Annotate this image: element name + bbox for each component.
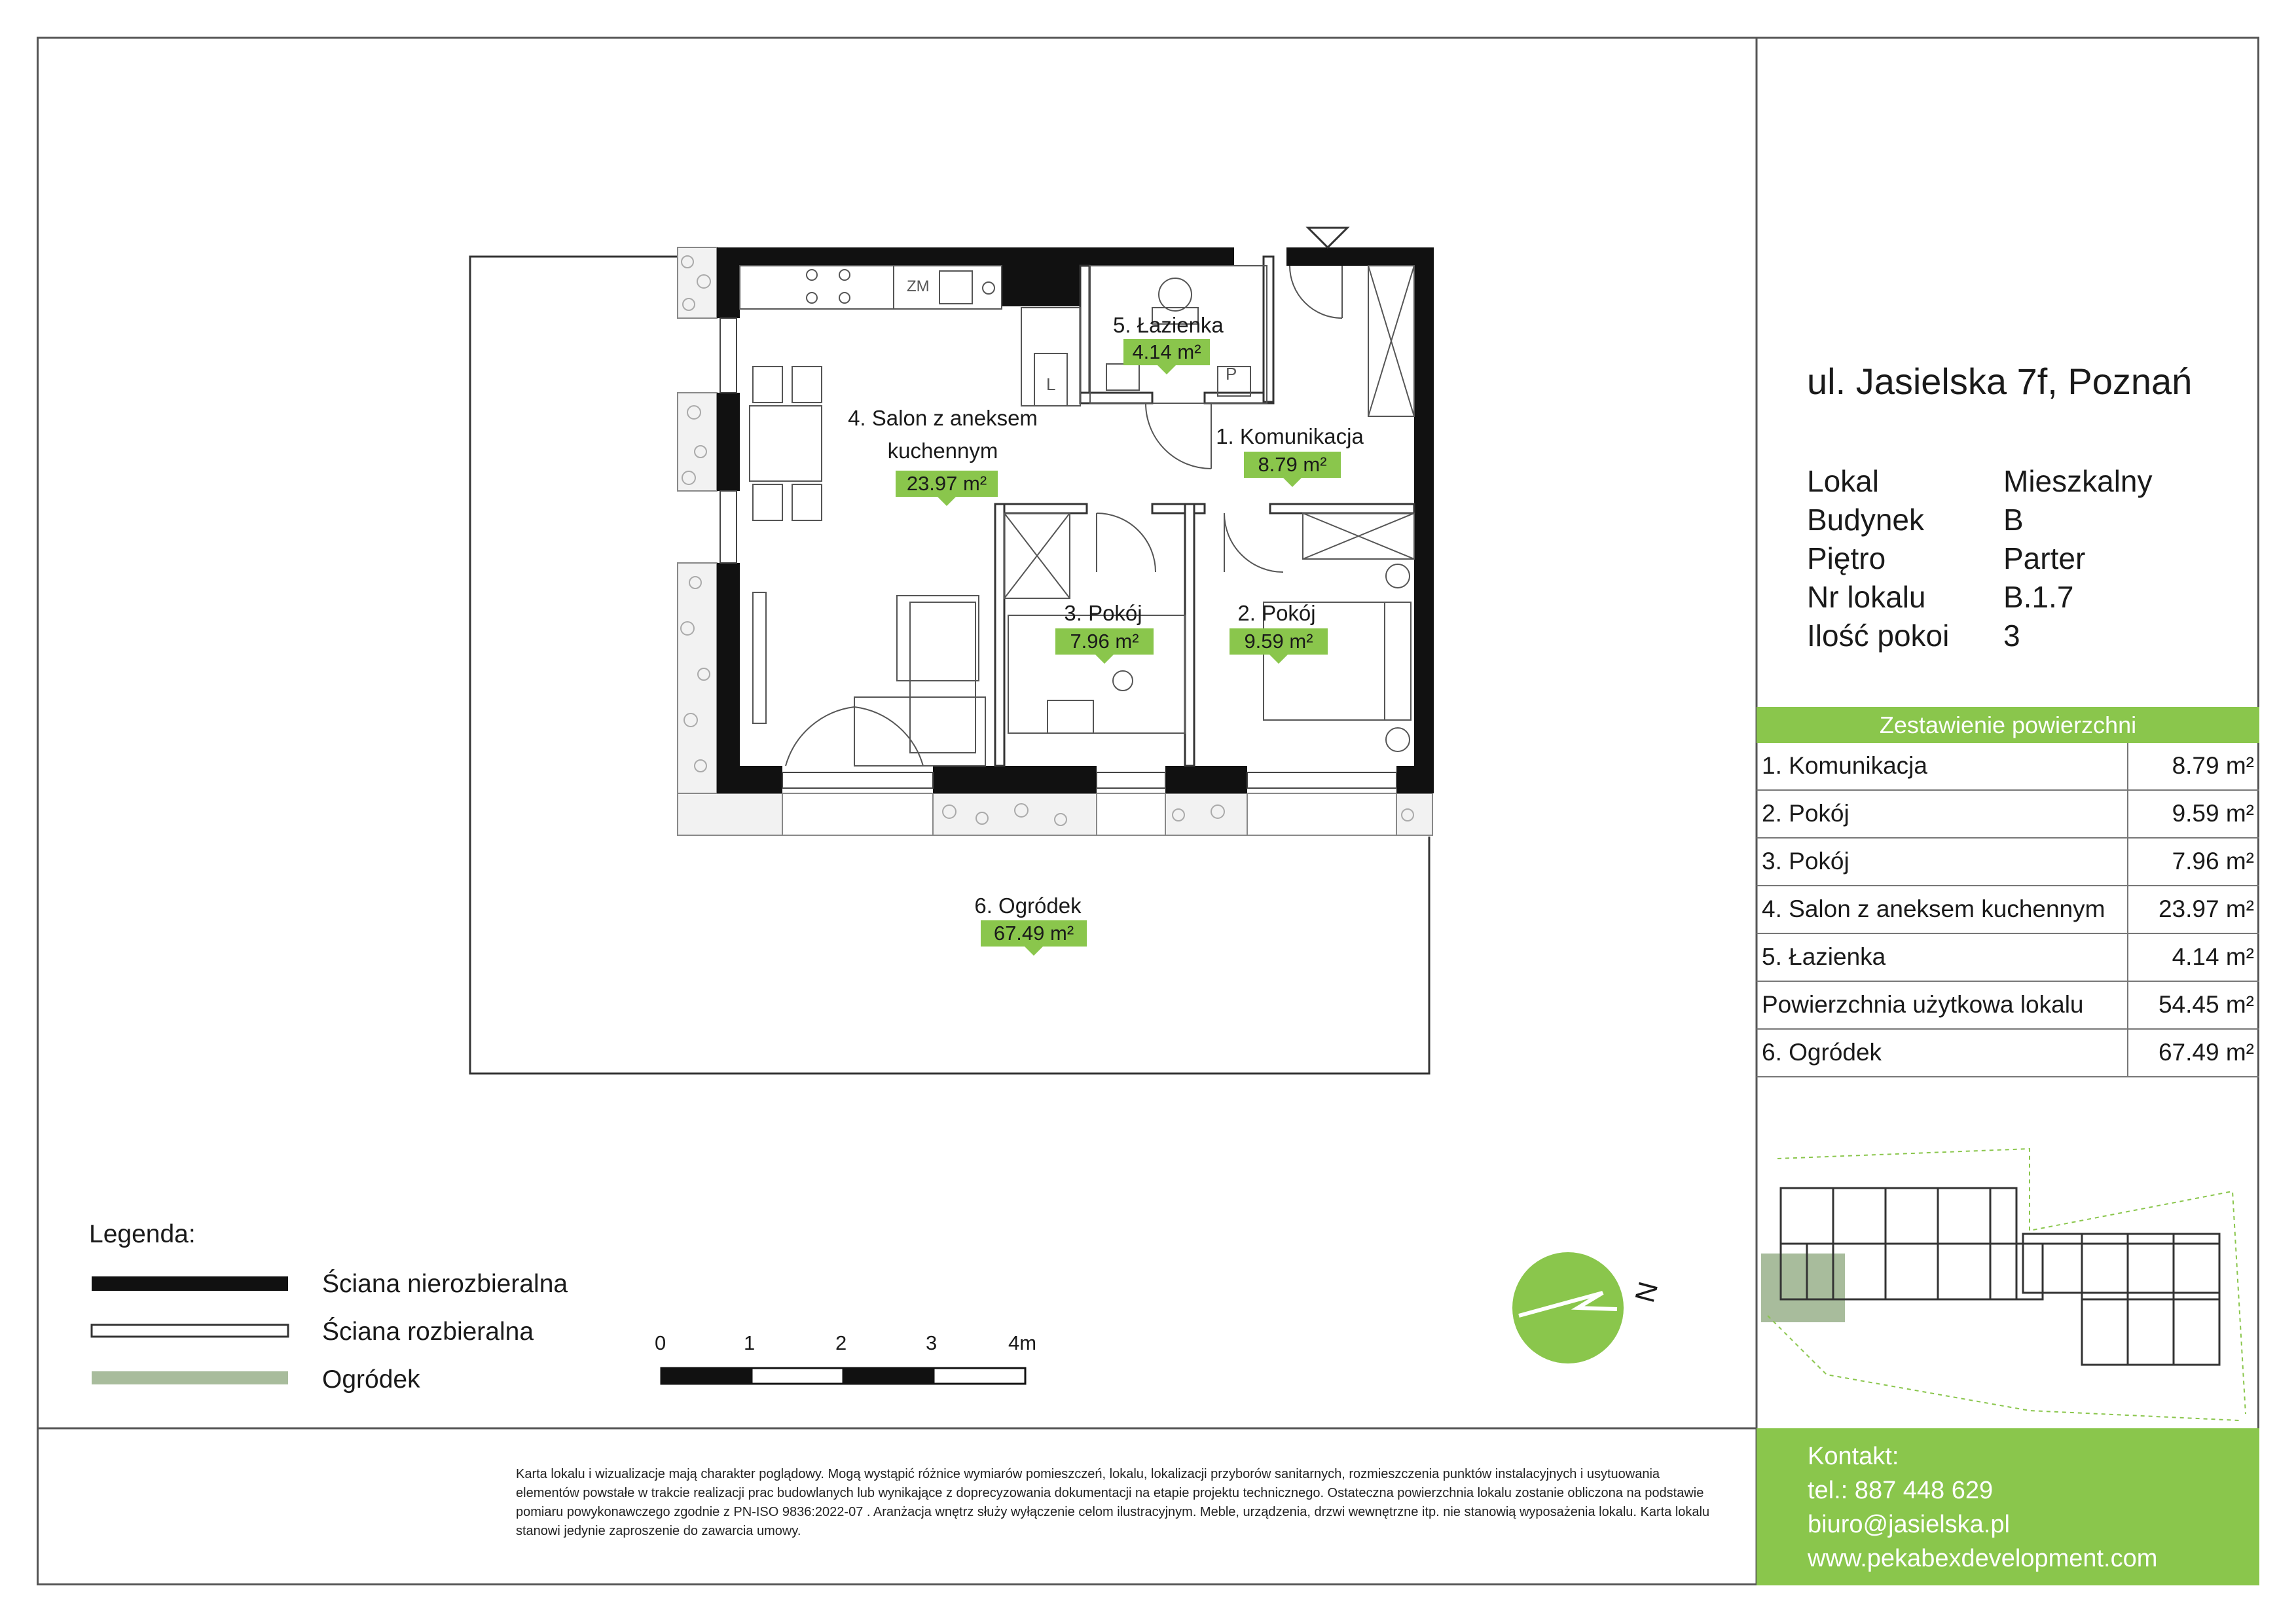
summary-row [1757, 839, 2259, 886]
scale-bar [661, 1368, 1025, 1384]
summary-row [1757, 934, 2259, 982]
legend-swatch-partition [92, 1325, 288, 1337]
site-key-map [1761, 1188, 2219, 1365]
room-name-bathroom: 5. Łazienka [1113, 313, 1224, 337]
address: ul. Jasielska 7f, Poznań [1807, 361, 2193, 402]
info-value: 3 [2003, 619, 2020, 653]
dining-table [750, 367, 822, 520]
info-value: B.1.7 [2003, 580, 2074, 614]
room-name-living-1: 4. Salon z aneksem [848, 406, 1038, 430]
summary-row [1757, 743, 2259, 791]
room-name-hall: 1. Komunikacja [1216, 424, 1364, 448]
legend-item: Ściana rozbieralna [322, 1318, 534, 1346]
info-key: Ilość pokoi [1807, 619, 1950, 653]
summary-row-value: 54.45 m² [2158, 991, 2254, 1018]
summary-row-value: 67.49 m² [2158, 1039, 2254, 1066]
summary-row [1757, 982, 2259, 1030]
summary-row-value: 8.79 m² [2172, 752, 2254, 779]
room-area-room2: 9.59 m² [1230, 628, 1328, 655]
contact-email[interactable]: biuro@jasielska.pl [1808, 1511, 2010, 1538]
compass-north-label: N [1629, 1278, 1664, 1306]
summary-row-name: Powierzchnia użytkowa lokalu [1762, 991, 2084, 1018]
summary-row-name: 1. Komunikacja [1762, 752, 1927, 779]
washer-symbol: P [1226, 364, 1237, 384]
contact-panel [1757, 1428, 2259, 1585]
room-name-room3: 3. Pokój [1064, 601, 1142, 625]
summary-row-value: 4.14 m² [2172, 943, 2254, 970]
contact-phone[interactable]: tel.: 887 448 629 [1808, 1477, 1994, 1504]
structural-walls [717, 247, 1434, 793]
summary-row-name: 6. Ogródek [1762, 1039, 1882, 1066]
info-value: B [2003, 503, 2024, 537]
scale-tick: 0 [655, 1331, 666, 1354]
room-name-living-2: kuchennym [887, 439, 998, 463]
summary-row [1757, 1030, 2259, 1077]
stone-cladding [678, 247, 1432, 835]
summary-title: Zestawienie powierzchni [1757, 707, 2259, 743]
summary-row-name: 2. Pokój [1762, 800, 1850, 827]
summary-row-name: 4. Salon z aneksem kuchennym [1762, 895, 2105, 922]
contact-label: Kontakt: [1808, 1443, 1899, 1470]
scale-tick: 4m [1008, 1331, 1037, 1354]
entrance-marker [1308, 228, 1347, 247]
summary-row-value: 9.59 m² [2172, 800, 2254, 827]
garden-outline [470, 257, 1429, 1074]
room-name-garden: 6. Ogródek [974, 893, 1082, 918]
summary-row-value: 23.97 m² [2158, 895, 2254, 922]
info-key: Nr lokalu [1807, 580, 1926, 614]
scale-tick: 2 [835, 1331, 847, 1354]
scale-tick: 1 [744, 1331, 756, 1354]
summary-row-value: 7.96 m² [2172, 848, 2254, 875]
summary-row [1757, 791, 2259, 839]
stone-texture [681, 256, 1413, 825]
wardrobe-symbol: L [1046, 374, 1056, 394]
room-area-bathroom: 4.14 m² [1123, 339, 1210, 365]
info-key: Lokal [1807, 464, 1879, 498]
disclaimer: Karta lokalu i wizualizacje mają charakter poglądowy. Mogą wystąpić różnice wymiarów pomieszczeń, lokalu, lokalizacji przyborów sanitarnych, rozmieszczenia punktów instalacyjnych i usytuowania elementów powstałe w trakcie realizacji prac budowlanych lub wynikające z doprecyzowania dokumentacji na etapie projektu technicznego. Ostateczna powierzchnia lokalu zostanie obliczona na podstawie pomiaru powykonawczego zgodnie z PN-ISO 9836:2022-07 . Aranżacja wnętrz służy wyłączenie celom ilustracyjnym. Meble, urządzenia, drzwi wewnętrzne itp. nie stanowią wyposażenia lokalu. Karta lokalu stanowi jedynie zaproszenie do zawarcia umowy. [516, 1467, 1710, 1538]
room-area-hall: 8.79 m² [1244, 452, 1341, 478]
summary-row [1757, 886, 2259, 934]
fridge-symbol: ZM [907, 278, 930, 295]
room-area-living: 23.97 m² [896, 471, 998, 497]
info-key: Piętro [1807, 541, 1886, 575]
legend-item: Ściana nierozbieralna [322, 1270, 568, 1298]
info-key: Budynek [1807, 503, 1925, 537]
scale-tick: 3 [926, 1331, 938, 1354]
room-area-room3: 7.96 m² [1055, 628, 1154, 655]
legend-title: Legenda: [89, 1220, 196, 1248]
summary-row-name: 3. Pokój [1762, 848, 1850, 875]
compass-icon [1512, 1252, 1624, 1363]
room-name-room2: 2. Pokój [1237, 601, 1316, 625]
doors [1097, 266, 1342, 572]
contact-website[interactable]: www.pekabexdevelopment.com [1808, 1545, 2158, 1572]
sofa [753, 592, 985, 766]
info-value: Parter [2003, 541, 2086, 575]
room-area-garden: 67.49 m² [981, 920, 1087, 947]
legend-swatch-structural [92, 1276, 288, 1291]
legend-swatch-garden [92, 1371, 288, 1384]
legend-item: Ogródek [322, 1365, 420, 1394]
info-value: Mieszkalny [2003, 464, 2153, 498]
summary-row-name: 5. Łazienka [1762, 943, 1886, 970]
